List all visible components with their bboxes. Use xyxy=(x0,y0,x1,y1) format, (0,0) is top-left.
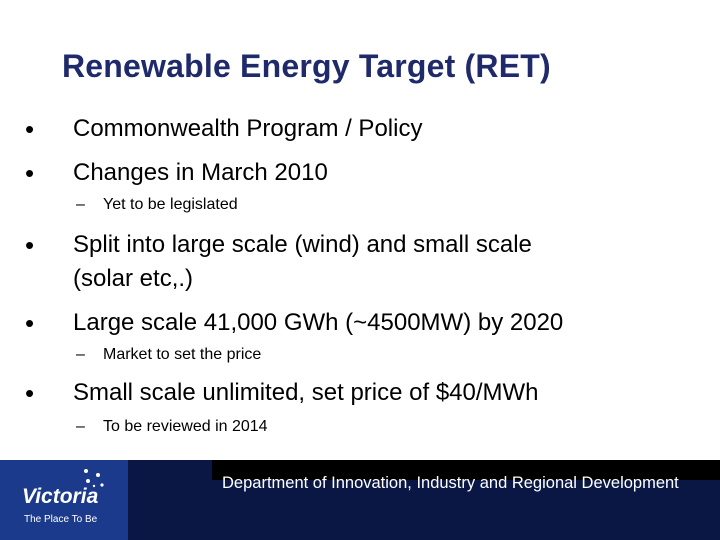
sub-bullet-dash: – xyxy=(76,196,85,213)
bullet-dot: • xyxy=(25,378,35,408)
bullet-dot: • xyxy=(25,308,35,338)
sub-bullet-dash: – xyxy=(76,418,85,435)
bullet-dot: • xyxy=(25,230,35,260)
bullet-text-line: (solar etc,.) xyxy=(73,265,194,292)
sub-bullet-item xyxy=(76,196,238,214)
department-name: Department of Innovation, Industry and Regional Development xyxy=(222,474,679,492)
bullet-text: Commonwealth Program / Policy xyxy=(73,115,423,142)
bullet-dot: • xyxy=(25,158,35,188)
bullet-text: Large scale 41,000 GWh (~4500MW) by 2020 xyxy=(73,309,564,336)
slide-title: Renewable Energy Target (RET) xyxy=(62,48,551,84)
logo-wordmark: Victoria xyxy=(22,485,99,508)
bullet-dot: • xyxy=(25,114,35,144)
bullet-item xyxy=(25,376,539,410)
sub-bullet-text: Market to set the price xyxy=(103,346,262,363)
bullet-text-line: Split into large scale (wind) and small scale xyxy=(73,231,532,258)
sub-bullet-text: Yet to be legislated xyxy=(103,196,238,213)
bullet-text: Small scale unlimited, set price of $40/MWh xyxy=(73,379,539,406)
sub-bullet-dash: – xyxy=(76,346,85,363)
logo-tagline: The Place To Be xyxy=(24,514,98,525)
bullet-item xyxy=(25,306,564,340)
sub-bullet-item xyxy=(76,346,262,364)
sub-bullet-text: To be reviewed in 2014 xyxy=(103,418,268,435)
sub-bullet-item xyxy=(76,418,268,436)
bullet-item xyxy=(25,228,532,296)
bullet-item xyxy=(25,112,423,146)
bullet-item xyxy=(25,156,328,190)
bullet-text: Changes in March 2010 xyxy=(73,159,328,186)
